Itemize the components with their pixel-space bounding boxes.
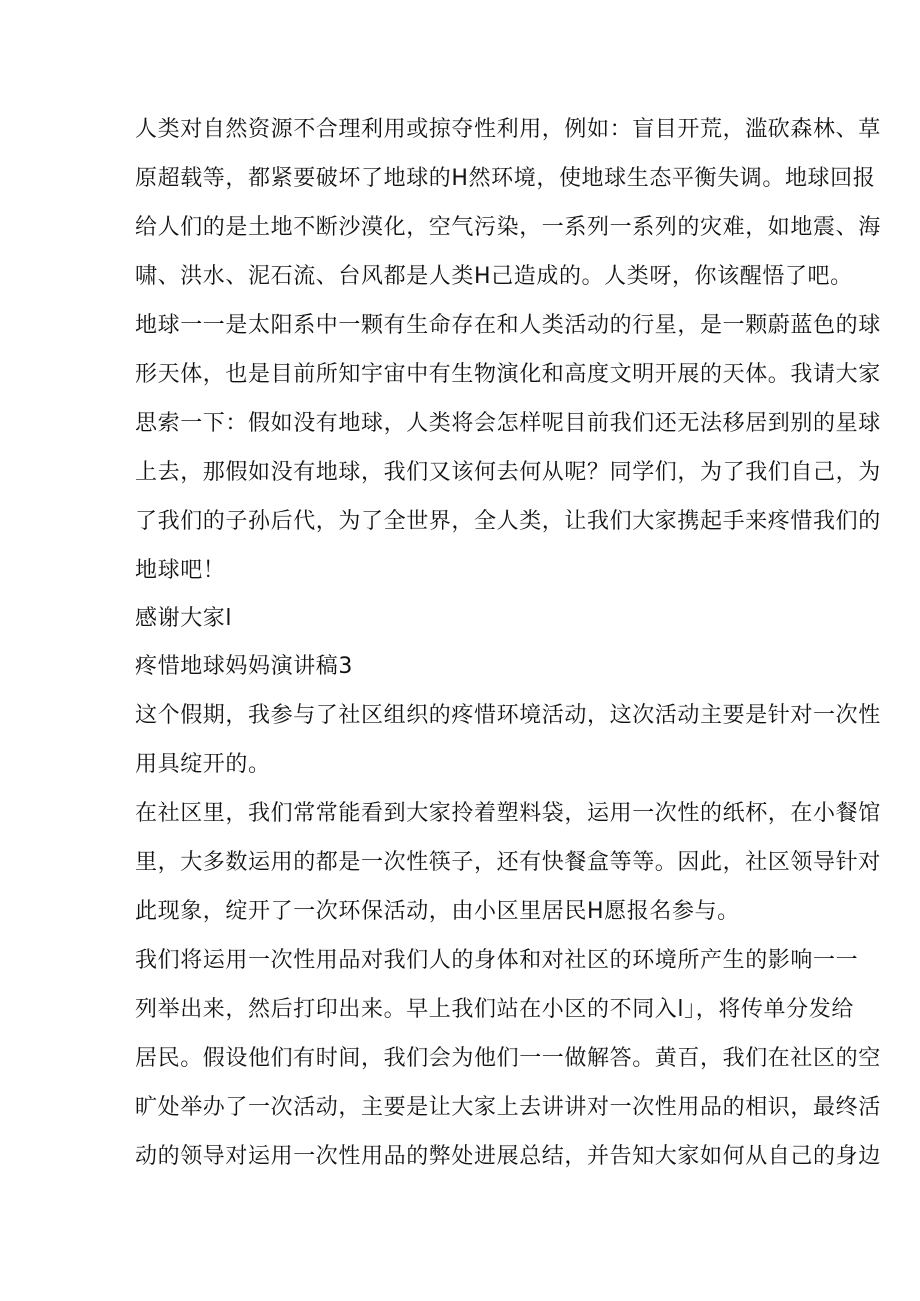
paragraph-1-line-4: 啸、洪水、泥石流、台风都是人类H己造成的。人类呀，你该醒悟了吧。 (135, 264, 853, 289)
paragraph-4-line-3: 此现象，绽开了一次环保活动，由小区里居民H愿报名参与。 (135, 899, 740, 924)
paragraph-4-line-1: 在社区里，我们常常能看到大家拎着塑料袋，运用一次性的纸杯，在小餐馆 (135, 801, 881, 826)
paragraph-1-line-2: 原超载等，都紧要破坏了地球的H然环境，使地球生态平衡失调。地球回报 (135, 166, 876, 191)
paragraph-2-line-3: 思索一下：假如没有地球，人类将会怎样呢目前我们还无法移居到别的星球 (135, 411, 881, 436)
paragraph-2-line-5: 了我们的子孙后代，为了全世界，全人类，让我们大家携起手来疼惜我们的 (135, 509, 881, 534)
paragraph-1-line-1: 人类对自然资源不合理利用或掠夺性利用，例如：盲目开荒，滥砍森林、草 (135, 117, 881, 142)
paragraph-2-line-2: 形天体，也是目前所知宇宙中有生物演化和高度文明开展的天体。我请大家 (135, 362, 881, 387)
section-heading: 疼惜地球妈妈演讲稿3 (135, 654, 353, 679)
paragraph-2-line-1: 地球一一是太阳系中一颗有生命存在和人类活动的行星，是一颗蔚蓝色的球 (135, 313, 881, 338)
paragraph-5-line-3: 居民。假设他们有时间，我们会为他们一一做解答。黄百，我们在社区的空 (135, 1046, 881, 1071)
paragraph-2-line-6: 地球吧！ (135, 558, 226, 583)
paragraph-4-line-2: 里，大多数运用的都是一次性筷子，还有快餐盒等等。因此，社区领导针对 (135, 850, 881, 875)
paragraph-5-line-1: 我们将运用一次性用品对我们人的身体和对社区的环境所产生的影响一一 (135, 948, 859, 973)
paragraph-5-line-5: 动的领导对运用一次性用品的弊处进展总结，并告知大家如何从自己的身边 (135, 1144, 881, 1169)
paragraph-3-line-2: 用具绽开的。 (135, 752, 271, 777)
thanks-text: 感谢大家l (135, 606, 233, 631)
paragraph-2-line-4: 上去，那假如没有地球，我们又该何去何从呢？同学们，为了我们自己，为 (135, 460, 881, 485)
paragraph-3-line-1: 这个假期，我参与了社区组织的疼惜环境活动，这次活动主要是针对一次性 (135, 703, 881, 728)
paragraph-5-line-2: 列举出来，然后打印出来。早上我们站在小区的不同入l」，将传单分发给 (135, 997, 854, 1022)
paragraph-5-line-4: 旷处举办了一次活动，主要是让大家上去讲讲对一次性用品的相识，最终活 (135, 1095, 881, 1120)
paragraph-1-line-3: 给人们的是土地不断沙漠化，空气污染，一系列一系列的灾难，如地震、海 (135, 215, 881, 240)
